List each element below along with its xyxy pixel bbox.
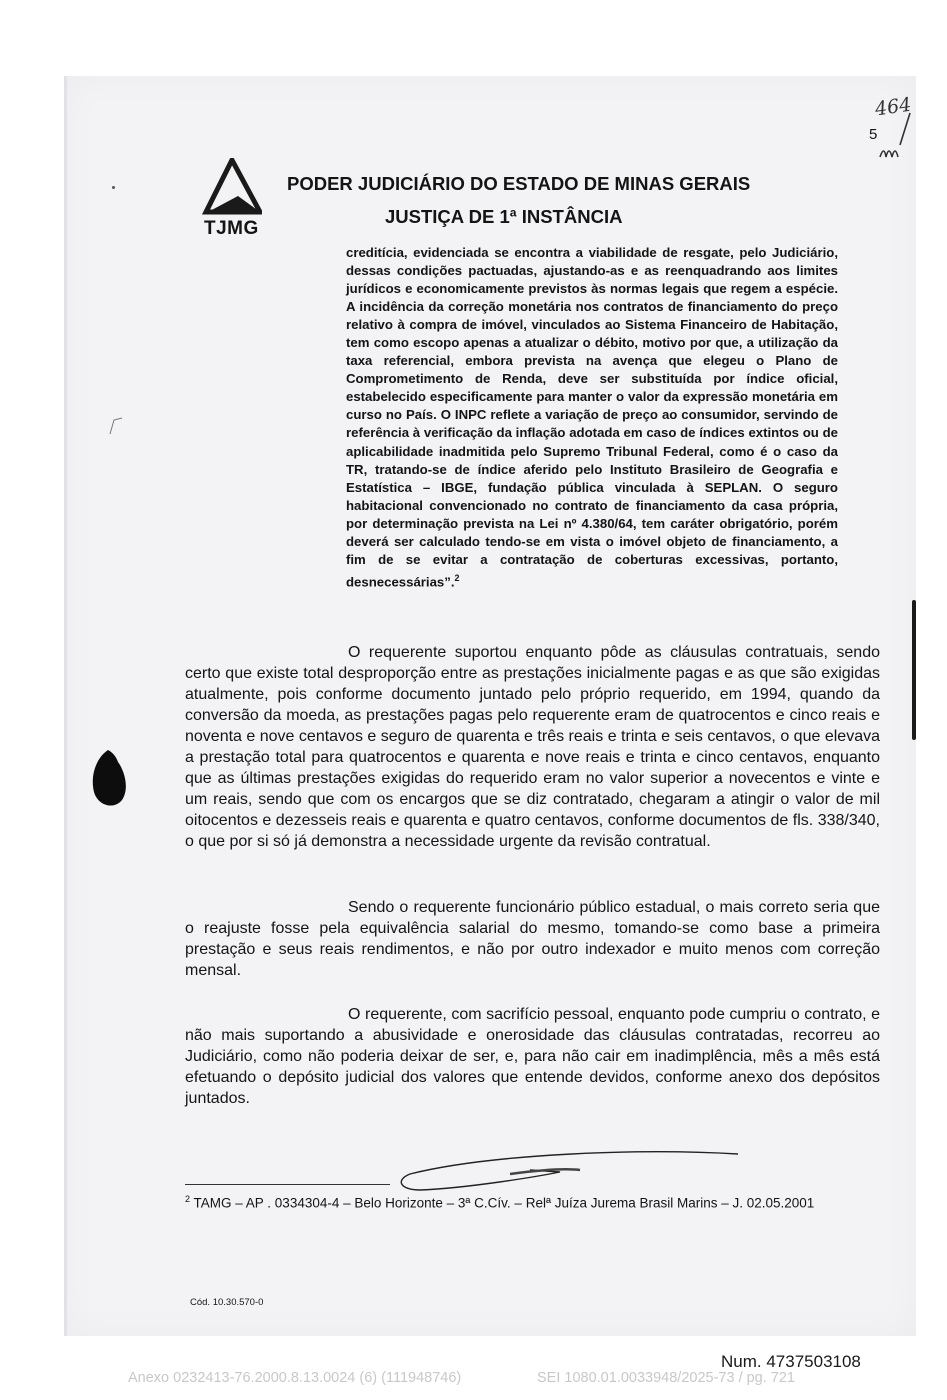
punch-hole-mark xyxy=(88,748,130,812)
footnote-divider xyxy=(185,1184,390,1185)
scan-mark xyxy=(108,416,124,436)
court-subtitle: JUSTIÇA DE 1ª INSTÂNCIA xyxy=(385,206,623,227)
court-title: PODER JUDICIÁRIO DO ESTADO DE MINAS GERAIS xyxy=(287,173,751,194)
page-number: 5 xyxy=(869,126,878,143)
jurisprudence-quote xyxy=(346,244,838,591)
footnote xyxy=(185,1194,814,1211)
triangle-logo-icon xyxy=(202,158,262,216)
signature-scribble xyxy=(390,1140,750,1200)
handwritten-folio: 464 xyxy=(873,93,913,121)
quote-text: creditícia, evidenciada se encontra a viabilidade de resgate, pelo Judiciário, dessas condições pactuadas, ajustando-as e as reenquadrando aos limites jurídicos e economicamente previstos às normas legais que regem a espécie. A incidência da correção monetária nos contratos de financiamento do preço relativo à compra de imóvel, vinculados ao Sistema Financeiro de Habitação, tem como escopo apenas a atualizar o débito, motivo por que, a utilização da taxa referencial, embora prevista na avença que elegeu o Plano de Comprometimento de Renda, deve ser substituída por índice oficial, estabelecido especificamente para manter o valor da expressão monetária em curso no País. O INPC reflete a variação de preço ao consumidor, servindo de referência à verificação da inflação adotada em caso de índices extintos ou de aplicabilidade inadmitida pelo Supremo Tribunal Federal, como é o caso da TR, tratando-se de índice aferido pelo Instituto Brasileiro de Geografia e Estatística – IBGE, fundação pública vinculada à SEPLAN. O seguro habitacional convencionado no contrato de financiamento da casa própria, por determinação prevista na Lei nº 4.380/64, tem caráter obrigatório, porém deverá ser calculado tendo-se em vista o imóvel objeto de financiamento, a fim de se evitar a contratação de coberturas excessivas, portanto, desnecessárias”. xyxy=(346,245,838,590)
tjmg-logo xyxy=(202,158,272,238)
annex-reference: Anexo 0232413-76.2000.8.13.0024 (6) (111948746) xyxy=(128,1370,462,1386)
paragraph-1: O requerente suportou enquanto pôde as cláusulas contratuais, sendo certo que existe total desproporção entre as prestações inicialmente pagas e as que são exigidas atualmente, pois conforme documento juntado pelo próprio requerido, em 1994, quando da conversão da moeda, as prestações pagas pelo requerente eram de quatrocentos e cinco reais e noventa e nove centavos e seguro de quarenta e três reais e trinta e seis centavos, o que elevava a prestação total para quatrocentos e quarenta e nove reais e trinta e cinco centavos, enquanto que as últimas prestações exigidas do requerido eram no valor superior a novecentos e vinte e um reais, sendo que com os encargos que se diz contratado, chegaram a atingir o valor de mil oitocentos e dezesseis reais e quarenta e quatro centavos, conforme documentos de fls. 338/340, o que por si só já demonstra a necessidade urgente da revisão contratual. xyxy=(185,644,880,850)
form-code: Cód. 10.30.570-0 xyxy=(190,1297,264,1308)
scan-speck xyxy=(112,186,115,189)
footnote-number: 2 xyxy=(185,1194,191,1204)
logo-text: TJMG xyxy=(204,218,259,239)
binding-shadow xyxy=(912,600,916,740)
footnote-text: TAMG – AP . 0334304-4 – Belo Horizonte – 3ª C.Cív. – Relª Juíza Jurema Brasil Marins – J. 02.05.2001 xyxy=(190,1195,815,1211)
document-number: Num. 4737503108 xyxy=(721,1352,861,1371)
handwritten-slash-mark xyxy=(860,95,920,175)
page-edge xyxy=(64,76,67,1336)
paragraph-3: O requerente, com sacrifício pessoal, enquanto pode cumpriu o contrato, e não mais suportando a abusividade e onerosidade das cláusulas contratadas, recorreu ao Judiciário, como não poderia deixar de ser, e, para não cair em inadimplência, mês a mês está efetuando o depósito judicial dos valores que entende devidos, conforme anexo dos depósitos juntados. xyxy=(185,1006,880,1107)
sei-reference: SEI 1080.01.0033948/2025-73 / pg. 721 xyxy=(537,1370,795,1386)
footnote-ref: 2 xyxy=(454,572,460,583)
paragraph-2: Sendo o requerente funcionário público estadual, o mais correto seria que o reajuste fosse pela equivalência salarial do mesmo, tomando-se como base a primeira prestação e seus reais rendimentos, e não por outro indexador e muito menos com correção mensal. xyxy=(185,899,880,979)
